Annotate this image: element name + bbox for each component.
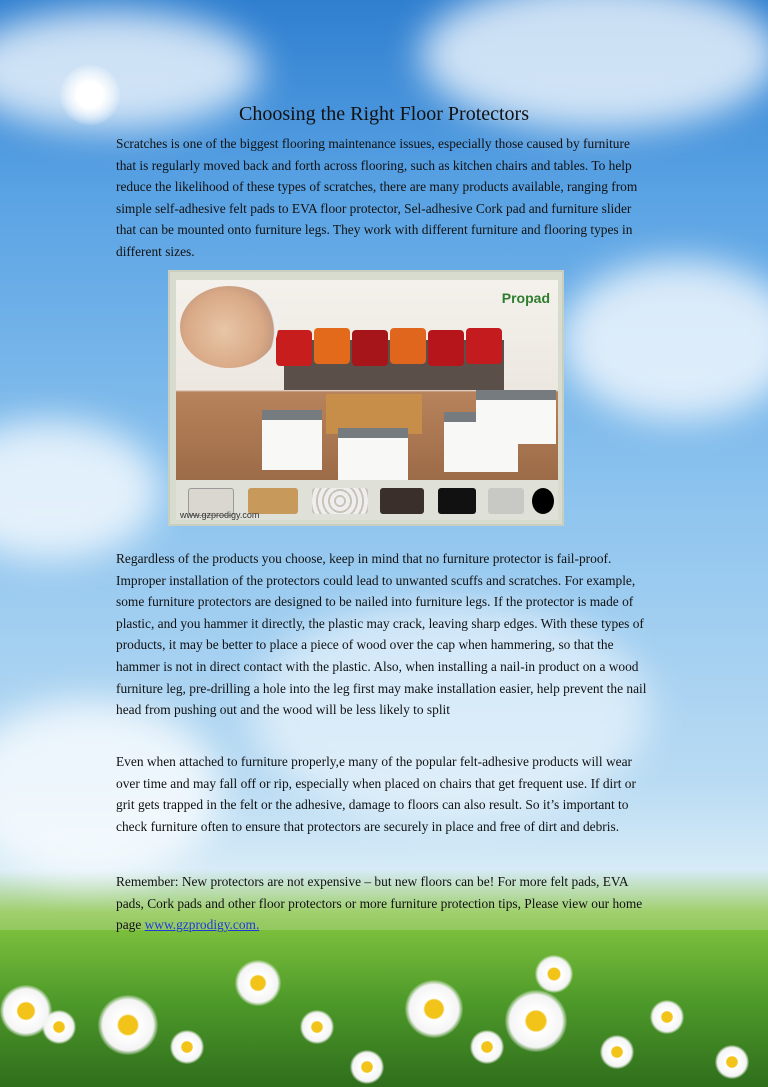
living-room-scene xyxy=(176,280,558,480)
image-watermark: www.gzprodigy.com xyxy=(180,510,260,520)
felt-dots-sample xyxy=(312,488,368,514)
paragraph-intro: Scratches is one of the biggest flooring maintenance issues, especially those caused by furniture that is regularly moved back and forth across flooring, such as kitchen chairs and tables. To help reduce the likelihood of these types of scratches, there are many products available, ranging from simple self-adhesive felt pads to EVA floor protector, Sel-adhesive Cork pad and furniture slider that can be mounted onto furniture legs. They work with different furniture and flooring types in different sizes. xyxy=(116,136,638,259)
daisy-flower xyxy=(535,955,573,993)
propad-logo: Propad xyxy=(501,290,550,306)
stool-cube xyxy=(338,428,408,484)
stool-cube xyxy=(262,410,322,470)
page-title: Choosing the Right Floor Protectors xyxy=(239,103,529,125)
pillow xyxy=(428,330,464,366)
rubber-pad-sample xyxy=(380,488,424,514)
daisy-flower xyxy=(350,1050,384,1084)
daisy-flower xyxy=(300,1010,334,1044)
daisy-flower xyxy=(600,1035,634,1069)
pillow xyxy=(314,328,350,364)
daisy-flower xyxy=(42,1010,76,1044)
round-pad-sample xyxy=(532,488,554,514)
paragraph-installation: Regardless of the products you choose, keep in mind that no furniture protector is fail-proof. Improper installation of the protectors could lead to unwanted scuffs and scratches. For example, some furniture protectors are designed to be nailed into furniture legs. If the protector is made of plastic, and you hammer it directly, the plastic may crack, leaving sharp edges. With these types of products, it may be better to place a piece of wood over the cap when hammering, so that the hammer is not in direct contact with the plastic. Also, when installing a nail-in product on a wood furniture leg, pre-drilling a hole into the leg first may make installation easier, help prevent the nail head from pushing out and the wood will be less likely to split xyxy=(116,551,647,718)
black-pad-sample xyxy=(438,488,476,514)
stool-cube xyxy=(476,390,556,444)
pillow xyxy=(466,328,502,364)
gray-pad-sample xyxy=(488,488,524,514)
daisy-flower xyxy=(405,980,463,1038)
pillow xyxy=(390,328,426,364)
daisy-flower xyxy=(505,990,567,1052)
paragraph-maintenance: Even when attached to furniture properly,e many of the popular felt-adhesive products will wear over time and may fall off or rip, especially when placed on chairs that get frequent use. If dirt or grit gets trapped in the felt or the adhesive, damage to floors can also result. So it’s important to check furniture often to ensure that protectors are securely in place and free of dirt and debris. xyxy=(116,754,636,834)
paragraph-remember xyxy=(116,871,652,936)
daisy-flower xyxy=(98,995,158,1055)
daisy-flower xyxy=(170,1030,204,1064)
daisy-flower xyxy=(715,1045,749,1079)
daisy-flower xyxy=(235,960,281,1006)
remember-text: Remember: New protectors are not expensive – but new floors can be! For more felt pads, EVA pads, Cork pads and other floor protectors or more furniture protection tips, Please view our home page xyxy=(116,874,643,933)
daisy-flower xyxy=(470,1030,504,1064)
pillow xyxy=(276,330,312,366)
homepage-link[interactable]: www.gzprodigy.com. xyxy=(144,917,260,933)
product-photo xyxy=(168,270,564,526)
daisy-flower xyxy=(650,1000,684,1034)
pillow xyxy=(352,330,388,366)
hand-with-pad xyxy=(180,286,278,368)
